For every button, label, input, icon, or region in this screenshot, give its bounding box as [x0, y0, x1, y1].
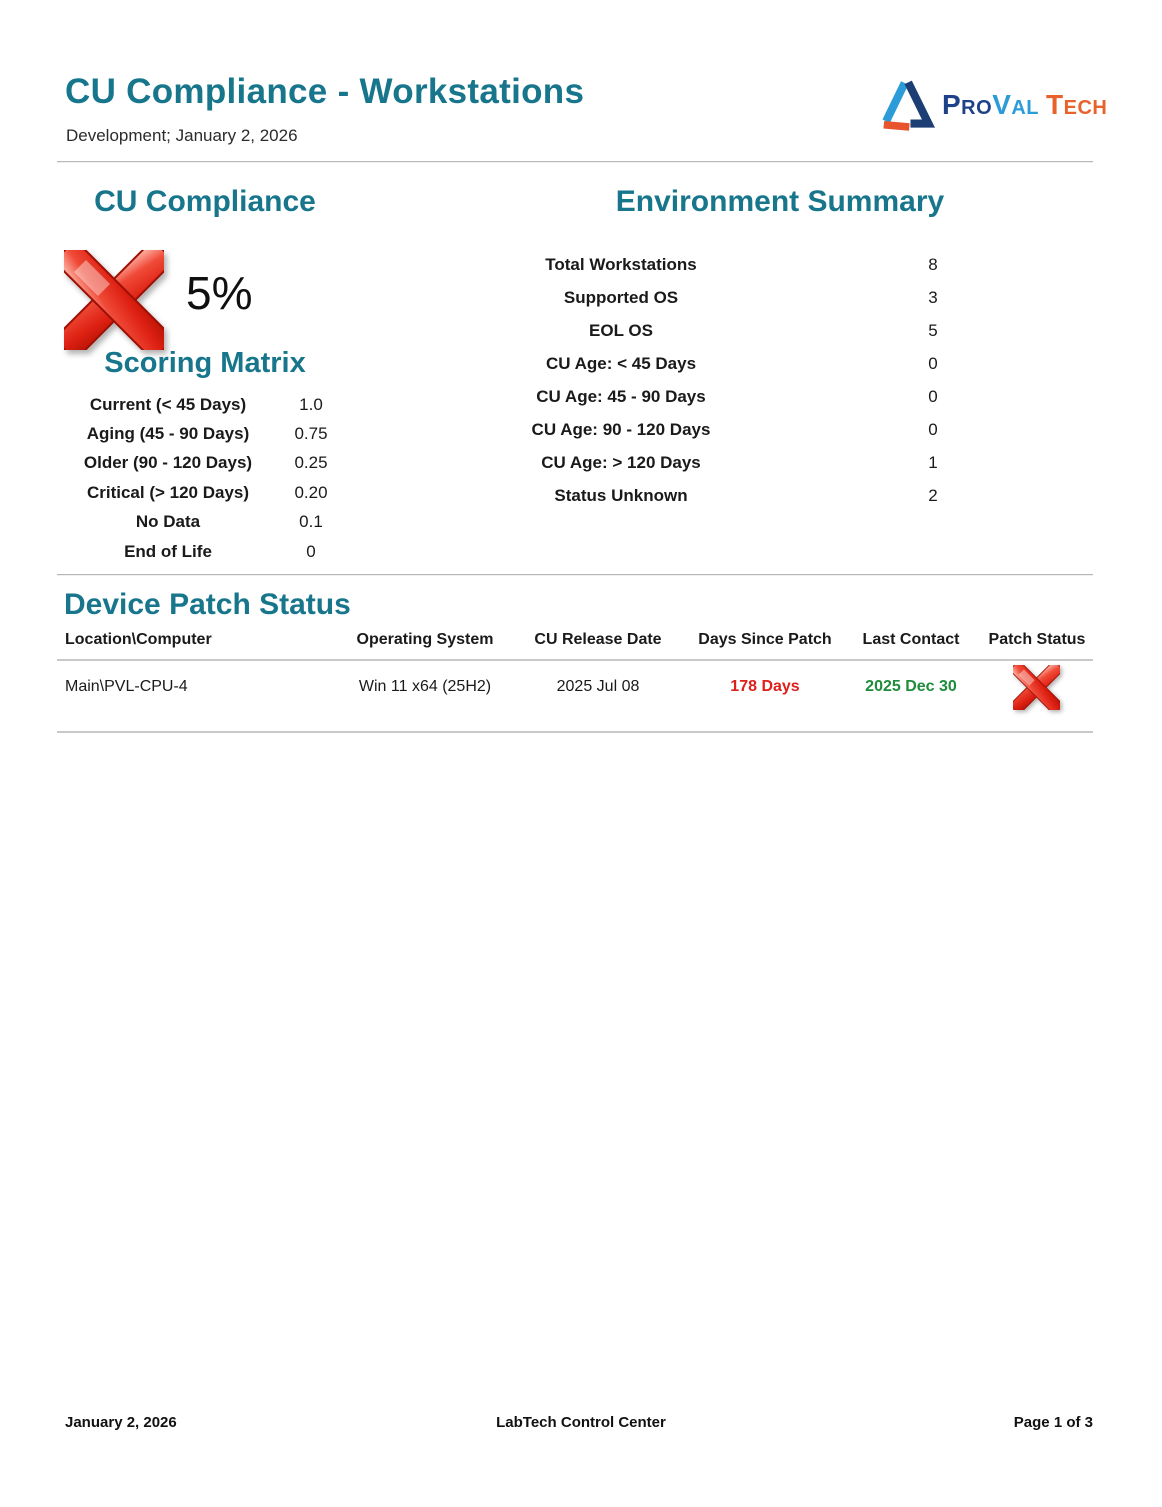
- footer-page-number: Page 1 of 3: [1013, 1414, 1093, 1431]
- scoring-row: [65, 508, 351, 537]
- environment-label: CU Age: > 120 Days: [541, 452, 701, 472]
- environment-row: [521, 479, 958, 512]
- scoring-matrix-heading: Scoring Matrix: [104, 347, 306, 379]
- scoring-label: Critical (> 120 Days): [86, 482, 250, 502]
- logo-word-tech: Tech: [1046, 89, 1108, 120]
- scoring-value: 0: [306, 541, 316, 561]
- scoring-label: No Data: [135, 512, 201, 532]
- environment-row: [521, 347, 958, 380]
- environment-label: CU Age: 45 - 90 Days: [536, 386, 706, 406]
- cell-cu-release-date: 2025 Jul 08: [556, 678, 640, 695]
- logo-word-val: Val: [992, 89, 1040, 120]
- scoring-value: 0.1: [299, 512, 323, 532]
- col-location-computer: Location\Computer: [65, 631, 212, 648]
- scoring-value: 0.20: [294, 482, 328, 502]
- scoring-label: Aging (45 - 90 Days): [86, 424, 250, 444]
- environment-summary-heading: Environment Summary: [615, 185, 945, 218]
- scoring-row: [65, 449, 351, 478]
- cell-last-contact: 2025 Dec 30: [865, 678, 957, 695]
- environment-value: 8: [928, 254, 938, 274]
- cell-operating-system: Win 11 x64 (25H2): [358, 678, 492, 695]
- scoring-value: 0.75: [294, 424, 328, 444]
- environment-row: [521, 380, 958, 413]
- environment-row: [521, 314, 958, 347]
- col-cu-release-date: CU Release Date: [534, 631, 662, 648]
- environment-label: Supported OS: [563, 287, 679, 307]
- header-divider: [57, 161, 1093, 163]
- environment-label: CU Age: 90 - 120 Days: [531, 419, 711, 439]
- compliance-score: 5%: [186, 267, 253, 319]
- environment-label: Total Workstations: [545, 254, 697, 274]
- scoring-matrix-table: [65, 390, 351, 566]
- scoring-label: Current (< 45 Days): [89, 394, 247, 414]
- provaltech-logo-text: [942, 89, 1107, 121]
- scoring-row: [65, 478, 351, 507]
- environment-value: 3: [928, 287, 938, 307]
- scoring-value: 1.0: [299, 394, 323, 414]
- environment-row: [521, 413, 958, 446]
- scoring-label: End of Life: [124, 541, 212, 561]
- footer-app-name: LabTech Control Center: [496, 1414, 666, 1431]
- environment-value: 1: [928, 452, 938, 472]
- scoring-label: Older (90 - 120 Days): [83, 453, 253, 473]
- footer-date: January 2, 2026: [65, 1414, 177, 1431]
- environment-row: [521, 446, 958, 479]
- environment-row: [521, 248, 958, 281]
- environment-value: 0: [928, 386, 938, 406]
- table-header-divider: [57, 659, 1093, 661]
- table-row-divider: [57, 731, 1093, 733]
- scoring-row: [65, 537, 351, 566]
- provaltech-logo: [878, 78, 1107, 132]
- col-days-since-patch: Days Since Patch: [698, 631, 832, 648]
- environment-summary-table: [521, 248, 958, 512]
- environment-value: 0: [928, 419, 938, 439]
- scoring-value: 0.25: [294, 453, 328, 473]
- patch-failed-icon: [1013, 665, 1060, 710]
- environment-label: EOL OS: [589, 320, 653, 340]
- environment-value: 5: [928, 320, 938, 340]
- provaltech-triangle-icon: [878, 78, 936, 132]
- logo-word-pro: Pro: [942, 89, 993, 120]
- scoring-row: [65, 390, 351, 419]
- environment-row: [521, 281, 958, 314]
- cell-days-since-patch: 178 Days: [730, 678, 800, 695]
- cell-location: Main\PVL-CPU-4: [65, 678, 188, 695]
- scoring-row: [65, 419, 351, 448]
- page-title: CU Compliance - Workstations: [65, 72, 585, 111]
- compliance-failed-icon: [64, 250, 164, 350]
- col-patch-status: Patch Status: [988, 631, 1086, 648]
- report-subtitle: Development; January 2, 2026: [66, 126, 298, 145]
- col-last-contact: Last Contact: [862, 631, 960, 648]
- environment-value: 0: [928, 353, 938, 373]
- section-divider: [57, 574, 1093, 576]
- environment-value: 2: [928, 485, 938, 505]
- environment-label: Status Unknown: [554, 485, 688, 505]
- device-patch-status-heading: Device Patch Status: [64, 588, 351, 621]
- environment-label: CU Age: < 45 Days: [545, 353, 697, 373]
- col-operating-system: Operating System: [356, 631, 494, 648]
- cu-compliance-heading: CU Compliance: [94, 185, 316, 218]
